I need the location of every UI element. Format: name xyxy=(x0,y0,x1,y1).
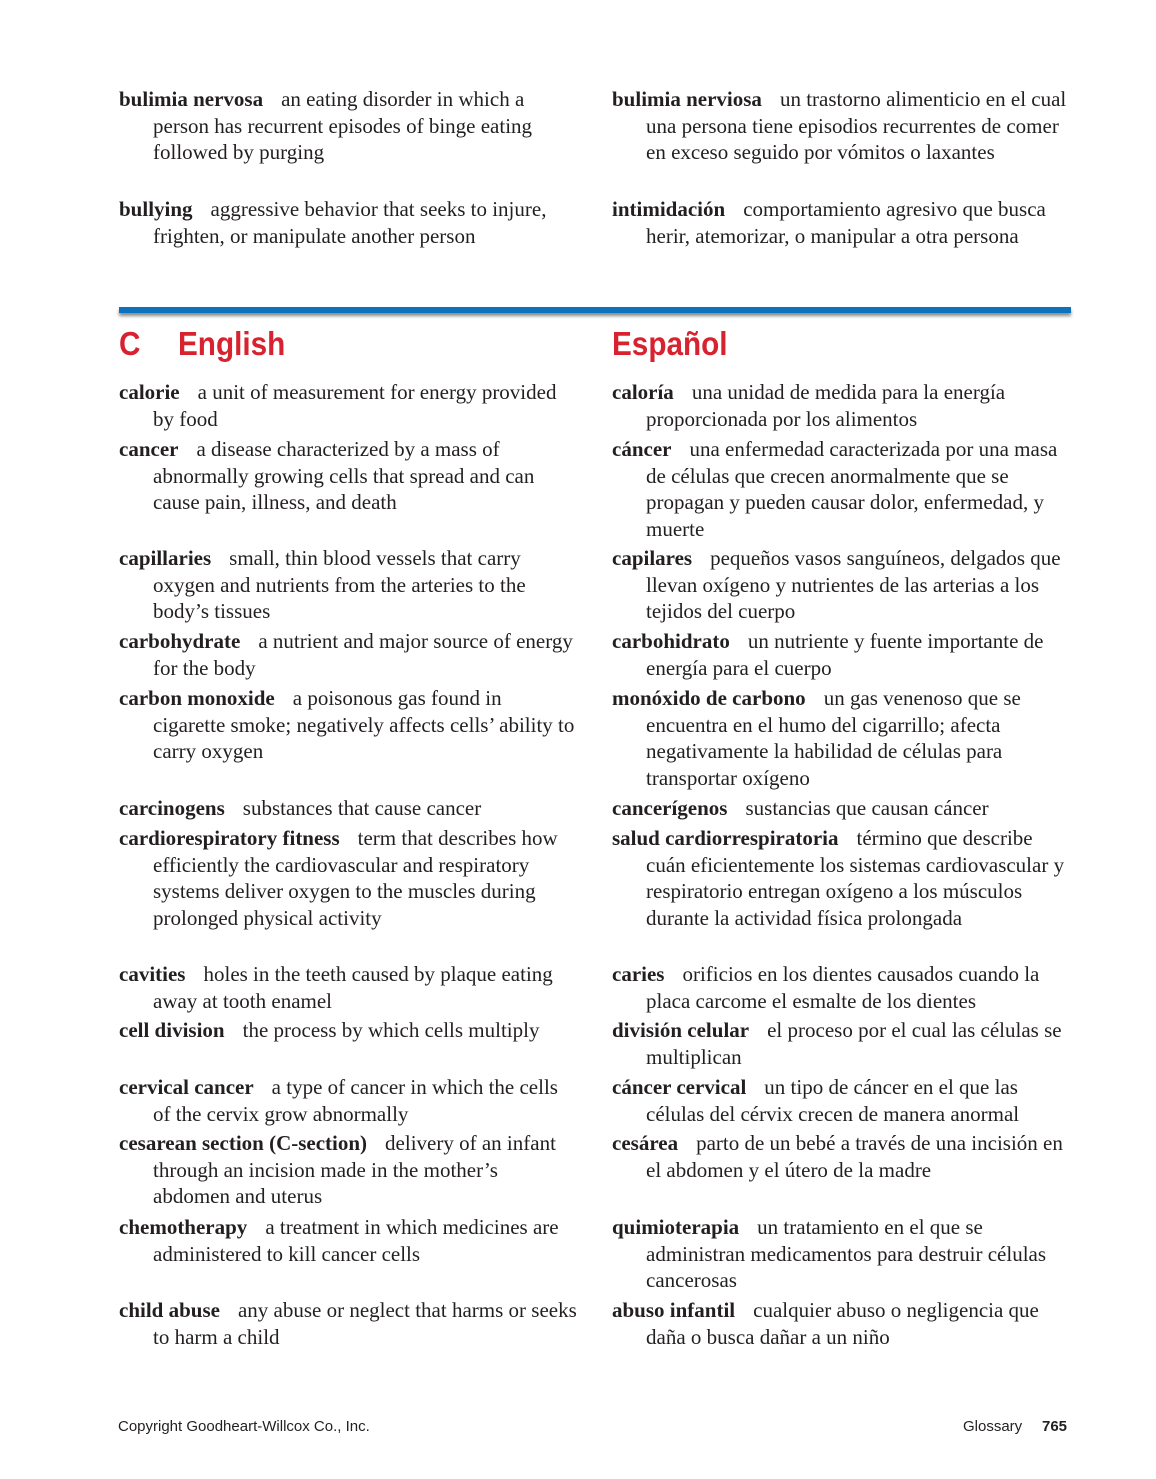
glossary-entry-english xyxy=(119,1297,577,1350)
glossary-term: cesárea xyxy=(612,1131,679,1155)
glossary-entry-spanish xyxy=(612,685,1070,791)
glossary-definition: a disease characterized by a mass of abnormally growing cells that spread and can cause pain, illness, and death xyxy=(153,437,535,514)
glossary-entry-english xyxy=(119,196,577,249)
glossary-term: quimioterapia xyxy=(612,1215,740,1239)
glossary-definition: orificios en los dientes causados cuando la placa carcome el esmalte de los dientes xyxy=(646,962,1040,1013)
glossary-term: carcinogens xyxy=(119,796,225,820)
glossary-definition: un nutriente y fuente importante de energía para el cuerpo xyxy=(646,629,1044,680)
glossary-entry-spanish xyxy=(612,825,1070,931)
glossary-definition: the process by which cells multiply xyxy=(242,1018,540,1042)
glossary-definition: comportamiento agresivo que busca herir, atemorizar, o manipular a otra persona xyxy=(646,197,1046,248)
glossary-definition: term that describes how efficiently the cardiovascular and respiratory systems deliver oxygen to the muscles during prolonged physical activity xyxy=(153,826,558,930)
footer-section: Glossary xyxy=(963,1418,1023,1435)
glossary-term: cáncer cervical xyxy=(612,1075,747,1099)
glossary-entry-english xyxy=(119,1074,577,1127)
glossary-entry-spanish xyxy=(612,628,1070,681)
glossary-definition: an eating disorder in which a person has recurrent episodes of binge eating followed by purging xyxy=(153,87,533,164)
glossary-term: abuso infantil xyxy=(612,1298,736,1322)
glossary-entry-spanish xyxy=(612,1130,1070,1183)
glossary-term: child abuse xyxy=(119,1298,220,1322)
glossary-term: cardiorespiratory fitness xyxy=(119,826,340,850)
glossary-term: cesarean section (C-section) xyxy=(119,1131,368,1155)
glossary-entry-english xyxy=(119,1130,577,1210)
glossary-definition: any abuse or neglect that harms or seeks to harm a child xyxy=(153,1298,577,1349)
glossary-definition: a poisonous gas found in cigarette smoke; negatively affects cells’ ability to carry oxygen xyxy=(153,686,575,763)
glossary-term: bulimia nerviosa xyxy=(612,87,762,111)
glossary-definition: a treatment in which medicines are administered to kill cancer cells xyxy=(153,1215,559,1266)
glossary-entry-english xyxy=(119,545,577,625)
glossary-definition: delivery of an infant through an incision made in the mother’s abdomen and uterus xyxy=(153,1131,556,1208)
glossary-definition: término que describe cuán eficientemente los sistemas cardiovascular y respiratorio entregan oxígeno a los músculos durante la actividad física prolongada xyxy=(646,826,1065,930)
glossary-term: intimidación xyxy=(612,197,726,221)
glossary-definition: un tratamiento en el que se administran medicamentos para destruir células cancerosas xyxy=(646,1215,1047,1292)
glossary-entry-spanish xyxy=(612,1017,1070,1070)
section-letter: C xyxy=(119,325,141,362)
glossary-term: división celular xyxy=(612,1018,750,1042)
glossary-term: cancerígenos xyxy=(612,796,728,820)
glossary-definition: a nutrient and major source of energy for the body xyxy=(153,629,573,680)
glossary-term: cancer xyxy=(119,437,179,461)
glossary-entry-english xyxy=(119,379,577,432)
glossary-term: caries xyxy=(612,962,665,986)
glossary-entry-spanish xyxy=(612,795,1070,822)
glossary-definition: parto de un bebé a través de una incisión en el abdomen y el útero de la madre xyxy=(646,1131,1063,1182)
glossary-entry-english xyxy=(119,795,577,822)
glossary-entry-spanish xyxy=(612,379,1070,432)
glossary-definition: una enfermedad caracterizada por una masa de células que crecen anormalmente que se propagan y pueden causar dolor, enfermedad, y muerte xyxy=(646,437,1058,541)
glossary-entry-spanish xyxy=(612,86,1070,166)
glossary-term: chemotherapy xyxy=(119,1215,248,1239)
page-number: 765 xyxy=(1042,1418,1068,1435)
glossary-definition: el proceso por el cual las células se multiplican xyxy=(646,1018,1062,1069)
glossary-definition: una unidad de medida para la energía proporcionada por los alimentos xyxy=(646,380,1006,431)
glossary-term: cervical cancer xyxy=(119,1075,254,1099)
glossary-entry-spanish xyxy=(612,196,1070,249)
glossary-definition: sustancias que causan cáncer xyxy=(745,796,989,820)
glossary-term: cavities xyxy=(119,962,186,986)
glossary-entry-spanish xyxy=(612,436,1070,542)
glossary-term: bulimia nervosa xyxy=(119,87,264,111)
glossary-entry-english xyxy=(119,1214,577,1267)
copyright: Copyright Goodheart-Willcox Co., Inc. xyxy=(118,1418,370,1435)
glossary-entry-spanish xyxy=(612,1297,1070,1350)
glossary-definition: holes in the teeth caused by plaque eating away at tooth enamel xyxy=(153,962,553,1013)
glossary-definition: un trastorno alimenticio en el cual una persona tiene episodios recurrentes de comer en exceso seguido por vómitos o laxantes xyxy=(646,87,1067,164)
glossary-definition: small, thin blood vessels that carry oxygen and nutrients from the arteries to the body’s tissues xyxy=(153,546,526,623)
glossary-entry-english xyxy=(119,436,577,516)
glossary-term: carbohidrato xyxy=(612,629,730,653)
glossary-entry-spanish xyxy=(612,1214,1070,1294)
glossary-entry-english xyxy=(119,685,577,765)
glossary-entry-spanish xyxy=(612,1074,1070,1127)
glossary-term: bullying xyxy=(119,197,193,221)
glossary-term: caloría xyxy=(612,380,674,404)
glossary-term: capillaries xyxy=(119,546,212,570)
glossary-definition: a type of cancer in which the cells of the cervix grow abnormally xyxy=(153,1075,558,1126)
glossary-definition: a unit of measurement for energy provided by food xyxy=(153,380,557,431)
glossary-term: cáncer xyxy=(612,437,672,461)
glossary-term: calorie xyxy=(119,380,180,404)
glossary-term: cell division xyxy=(119,1018,225,1042)
glossary-term: salud cardiorrespiratoria xyxy=(612,826,839,850)
glossary-definition: aggressive behavior that seeks to injure, frighten, or manipulate another person xyxy=(153,197,547,248)
glossary-term: monóxido de carbono xyxy=(612,686,806,710)
glossary-entry-english xyxy=(119,1017,577,1044)
section-divider xyxy=(119,307,1071,313)
english-heading: English xyxy=(178,325,286,362)
glossary-entry-english xyxy=(119,86,577,166)
glossary-entry-english xyxy=(119,961,577,1014)
glossary-definition: substances that cause cancer xyxy=(242,796,482,820)
glossary-term: capilares xyxy=(612,546,693,570)
glossary-entry-spanish xyxy=(612,545,1070,625)
glossary-entry-english xyxy=(119,628,577,681)
glossary-definition: un tipo de cáncer en el que las células del cérvix crecen de manera anormal xyxy=(646,1075,1020,1126)
spanish-heading: Español xyxy=(612,325,728,362)
glossary-entry-english xyxy=(119,825,577,931)
glossary-entry-spanish xyxy=(612,961,1070,1014)
glossary-definition: pequeños vasos sanguíneos, delgados que llevan oxígeno y nutrientes de las arterias a los tejidos del cuerpo xyxy=(646,546,1061,623)
glossary-definition: un gas venenoso que se encuentra en el humo del cigarrillo; afecta negativamente la habilidad de células para transportar oxígeno xyxy=(646,686,1021,790)
glossary-definition: cualquier abuso o negligencia que daña o busca dañar a un niño xyxy=(646,1298,1039,1349)
glossary-term: carbon monoxide xyxy=(119,686,275,710)
glossary-term: carbohydrate xyxy=(119,629,241,653)
